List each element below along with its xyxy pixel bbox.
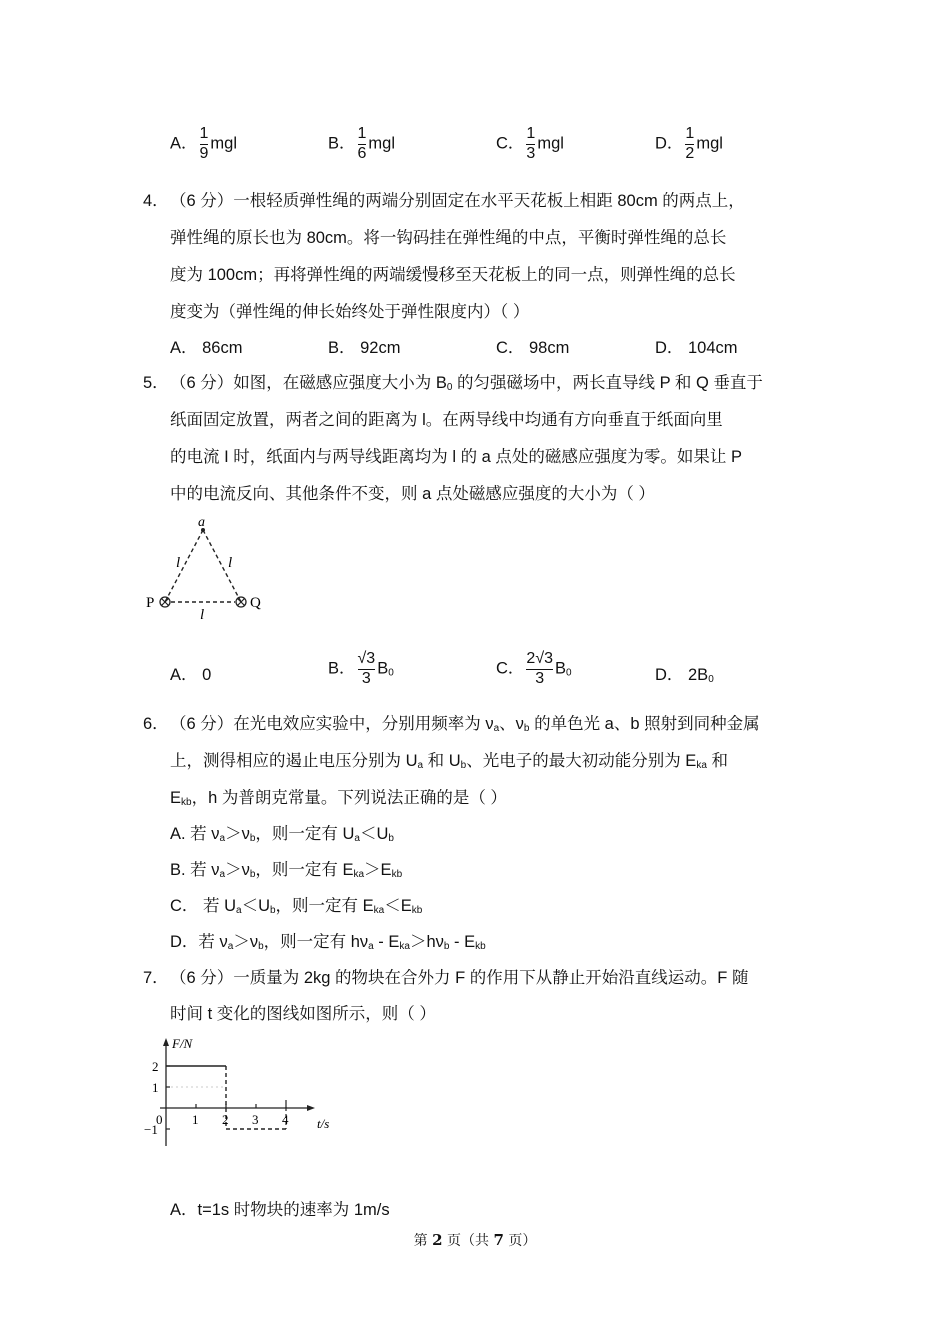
q7-line: （6 分）一质量为 2kg 的物块在合外力 F 的作用下从静止开始沿直线运动。F 随 <box>170 969 749 987</box>
q7-option-a: A．t=1s 时物块的速率为 1m/s <box>170 1201 390 1219</box>
q5-line: 的电流 I 时，纸面内与两导线距离均为 l 的 a 点处的磁感应强度为零。如果让 P <box>170 448 743 466</box>
dashed-side-right <box>203 530 241 602</box>
q4-option-b: B． 92cm <box>328 339 401 357</box>
q4-number: 4． <box>143 192 169 210</box>
label-l-base: l <box>200 607 205 623</box>
label-q: Q <box>250 595 261 611</box>
page-footer: 第 2 页（共 7 页） <box>413 1231 537 1249</box>
dashed-side-left <box>165 530 203 602</box>
q4-line: 度为 100cm；再将弹性绳的两端缓慢移至天花板上的同一点，则弹性绳的总长 <box>170 266 736 284</box>
q7-number: 7． <box>143 969 169 987</box>
y-tick-label: 2 <box>152 1059 159 1074</box>
q6-line: （6 分）在光电效应实验中，分别用频率为 $\nu_a$、$\nu_b$ 的单色光 a、b 照射到同种金属 <box>170 715 760 734</box>
q6-option-b: B. 若 $\nu_a>\nu_b$，则一定有 $E_{ka}>E_{kb}$ <box>170 861 403 880</box>
page-total: 7 <box>493 1231 504 1249</box>
q6-option-d: D．若 $\nu_a>\nu_b$，则一定有 $h\nu_a - E_{ka}>h\nu_b - E_{kb}$ <box>170 933 486 952</box>
q5-line: （6 分）如图，在磁感应强度大小为 $B_0$ 的匀强磁场中，两长直导线 P 和 Q 垂直于 <box>170 374 763 393</box>
q6-option-c: C． 若 $U_a<U_b$，则一定有 $E_{ka}<E_{kb}$ <box>170 897 423 916</box>
label-a: a <box>198 515 205 530</box>
q5-option-c: C． $\frac{2√3}{3}$ $B_0$ <box>496 650 572 687</box>
q4-line: 度变为（弹性绳的伸长始终处于弹性限度内）（ ） <box>170 303 530 321</box>
x-tick-label: 4 <box>282 1112 289 1127</box>
q5-line: 纸面固定放置，两者之间的距离为 l。在两导线中均通有方向垂直于纸面向里 <box>170 411 723 429</box>
page-number: 2 <box>432 1231 443 1249</box>
q4-option-c: C． 98cm <box>496 339 570 357</box>
wire-q-into-page-icon <box>236 597 246 607</box>
y-axis-arrow-icon <box>163 1038 169 1046</box>
q5-option-a: A． 0 <box>170 666 212 684</box>
label-l-left: l <box>176 555 181 571</box>
y-tick-label: 1 <box>152 1080 159 1095</box>
x-tick-label: 2 <box>222 1112 229 1127</box>
wire-p-into-page-icon <box>160 597 170 607</box>
x-tick-label: 1 <box>192 1112 199 1127</box>
q5-option-b: B． $\frac{√3}{3}$ $B_0$ <box>328 650 394 687</box>
fraction: $\frac{1}{9}$ <box>199 125 209 162</box>
q6-line: $E_{kb}$，h 为普朗克常量。下列说法正确的是（ ） <box>170 789 507 808</box>
q4-line: 弹性绳的原长也为 80cm。将一钩码挂在弹性绳的中点，平衡时弹性绳的总长 <box>170 229 727 247</box>
y-axis-label: F/N <box>172 1036 193 1051</box>
q3-option-d: D． $\frac{1}{2}$ mgl <box>655 125 723 162</box>
q5-figure-triangle <box>140 515 280 625</box>
q4-option-d: D． 104cm <box>655 339 738 357</box>
q3-option-b: B． $\frac{1}{6}$ mgl <box>328 125 396 162</box>
label-l-right: l <box>228 555 233 571</box>
q5-line: 中的电流反向、其他条件不变，则 a 点处磁感应强度的大小为（ ） <box>170 485 655 503</box>
q4-line: （6 分）一根轻质弹性绳的两端分别固定在水平天花板上相距 80cm 的两点上， <box>170 192 745 210</box>
x-axis-arrow-icon <box>307 1105 315 1111</box>
x-tick-label: 3 <box>252 1112 259 1127</box>
q3-option-a: A． $\frac{1}{9}$ mgl <box>170 125 238 162</box>
x-axis-label: t/s <box>317 1116 330 1131</box>
q6-option-a: A. 若 $\nu_a>\nu_b$，则一定有 $U_a<U_b$ <box>170 825 394 844</box>
x-tick-label: 0 <box>156 1112 163 1127</box>
fraction: $\frac{2√3}{3}$ <box>526 650 553 687</box>
q3-option-c: C． $\frac{1}{3}$ mgl <box>496 125 564 162</box>
q6-number: 6． <box>143 715 169 733</box>
fraction: $\frac{√3}{3}$ <box>357 650 376 687</box>
q7-force-time-chart <box>138 1032 338 1157</box>
fraction: $\frac{1}{3}$ <box>526 125 536 162</box>
y-tick-label: −1 <box>144 1122 158 1137</box>
q6-line: 上，测得相应的遏止电压分别为 $U_a$ 和 $U_b$、光电子的最大初动能分别为 $E_{ka}$ 和 <box>170 752 728 771</box>
q5-option-d: D． $2B_0$ <box>655 666 714 685</box>
q5-number: 5． <box>143 374 169 392</box>
label-p: P <box>146 595 155 611</box>
fraction: $\frac{1}{6}$ <box>357 125 367 162</box>
q7-line: 时间 t 变化的图线如图所示，则（ ） <box>170 1005 436 1023</box>
q4-option-a: A． 86cm <box>170 339 243 357</box>
fraction: $\frac{1}{2}$ <box>685 125 695 162</box>
